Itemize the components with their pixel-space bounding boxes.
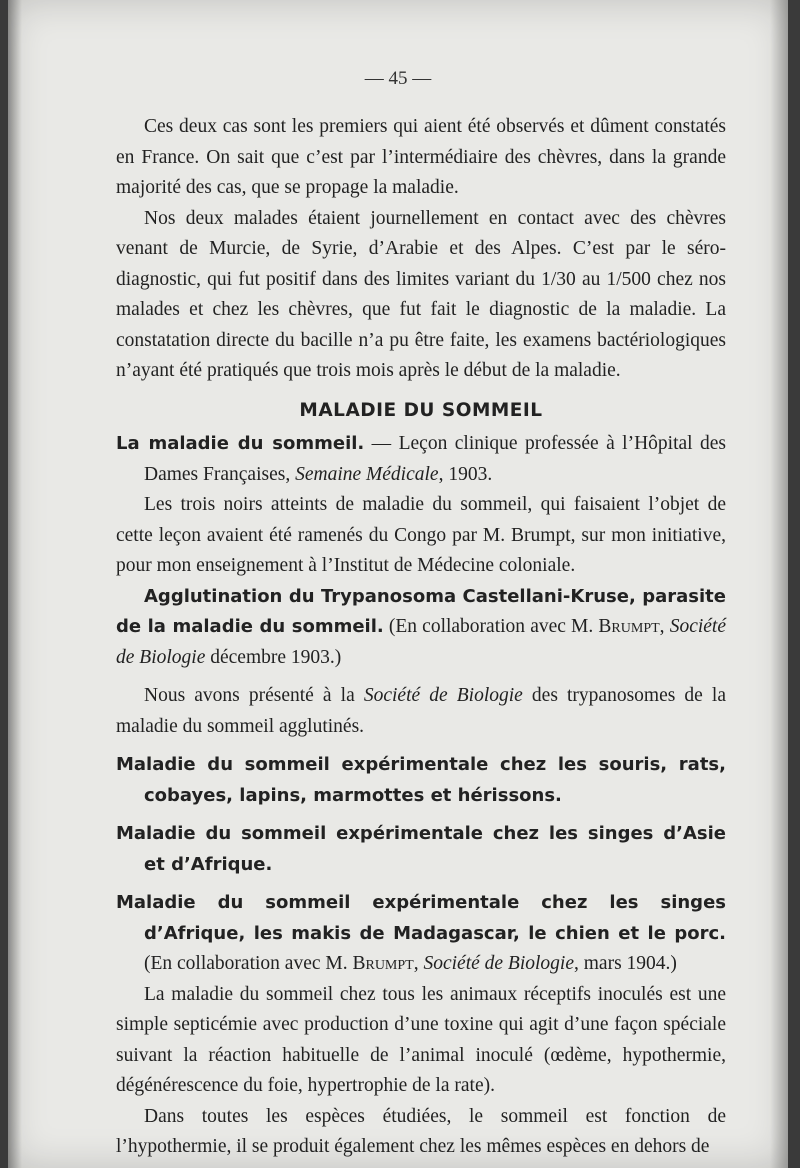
entry-1-title: La maladie du sommeil.: [116, 433, 365, 454]
paragraph-3: Les trois noirs atteints de maladie du sommeil, qui faisaient l’objet de cette leçon avaient été ramenés du Congo par M. Brumpt, sur mon initiative, pour mon enseignement à l’Institut de Médecine coloniale.: [116, 494, 726, 576]
paragraph-4-journal: Société de Biologie: [363, 685, 523, 706]
entry-5-text-a: (En collaboration avec M.: [144, 953, 353, 974]
paragraph-4-text-b: des trypanosomes de la maladie du sommeil agglutinés.: [116, 685, 726, 737]
paragraph-2: Nos deux malades étaient journellement en contact avec des chèvres venant de Murcie, de Syrie, d’Arabie et des Alpes. C’est par le séro-diagnostic, qui fut positif dans des limites variant du 1/30 au 1/500 chez nos malades et chez les chèvres, que fut fait le diagnostic de la maladie. La constatation directe du bacille n’a pu être faite, les examens bactériologiques n’ayant été pratiqués que trois mois après le début de la maladie.: [116, 207, 726, 381]
entry-1-journal: Semaine Médicale: [295, 463, 439, 485]
entry-3-title: Maladie du sommeil expérimentale chez les souris, rats, cobayes, lapins, marmottes et hérissons.: [116, 754, 726, 806]
paragraph-6: Dans toutes les espèces étudiées, le sommeil est fonction de l’hypothermie, il se produit également chez les mêmes espèces en dehors de: [116, 1105, 726, 1157]
paragraph-1: Ces deux cas sont les premiers qui aient été observés et dûment constatés en France. On sait que c’est par l’intermédiaire des chèvres, dans la grande majorité des cas, que se propage la maladie.: [116, 116, 726, 198]
entry-5-journal: Société de Biologie: [423, 953, 574, 974]
entry-2-text-b: ,: [659, 616, 670, 637]
paragraph-5: La maladie du sommeil chez tous les animaux réceptifs inoculés est une simple septicémie avec production d’une toxine qui agit d’une façon spéciale suivant la réaction habituelle de l’animal inoculé (œdème, hypothermie, dégénérescence du foie, hypertrophie de la rate).: [116, 983, 726, 1096]
entry-2-journal: Société de Biologie: [116, 616, 727, 668]
entry-4-title: Maladie du sommeil expérimentale chez les singes d’Asie et d’Afrique.: [116, 823, 726, 875]
entry-5-author: Brumpt: [352, 953, 414, 974]
page-number: — 45 —: [364, 68, 432, 89]
entry-5-title: Maladie du sommeil expérimentale chez les singes d’Afrique, les makis de Madagascar, le chien et le porc.: [116, 892, 726, 944]
page-edge-shadow: [8, 0, 22, 1168]
entry-1-text-a: — Leçon clinique professée à l’Hôpital des Dames Françaises,: [144, 433, 726, 485]
page-body: [116, 112, 726, 1163]
entry-2-title: Agglutination du Trypanosoma Castellani-Kruse, parasite de la maladie du sommeil.: [116, 585, 726, 637]
entry-2: [116, 582, 726, 674]
scanned-page: [8, 0, 788, 1168]
entry-5-text-b: ,: [413, 953, 424, 974]
paragraph-4-text-a: Nous avons présenté à la: [144, 685, 364, 706]
entry-1-text-b: , 1903.: [438, 463, 493, 485]
entry-5-text-c: , mars 1904.): [574, 953, 677, 974]
entry-2-text-a: (En collaboration avec M.: [383, 616, 599, 637]
page-edge-shadow-right: [770, 0, 788, 1168]
paragraph-4: [116, 681, 726, 742]
section-title: MALADIE DU SOMMEIL: [299, 399, 543, 421]
entry-2-text-c: décembre 1903.): [205, 646, 342, 668]
entry-1: [116, 429, 726, 490]
entry-5: [116, 888, 726, 980]
entry-2-author: Brumpt: [598, 616, 660, 637]
